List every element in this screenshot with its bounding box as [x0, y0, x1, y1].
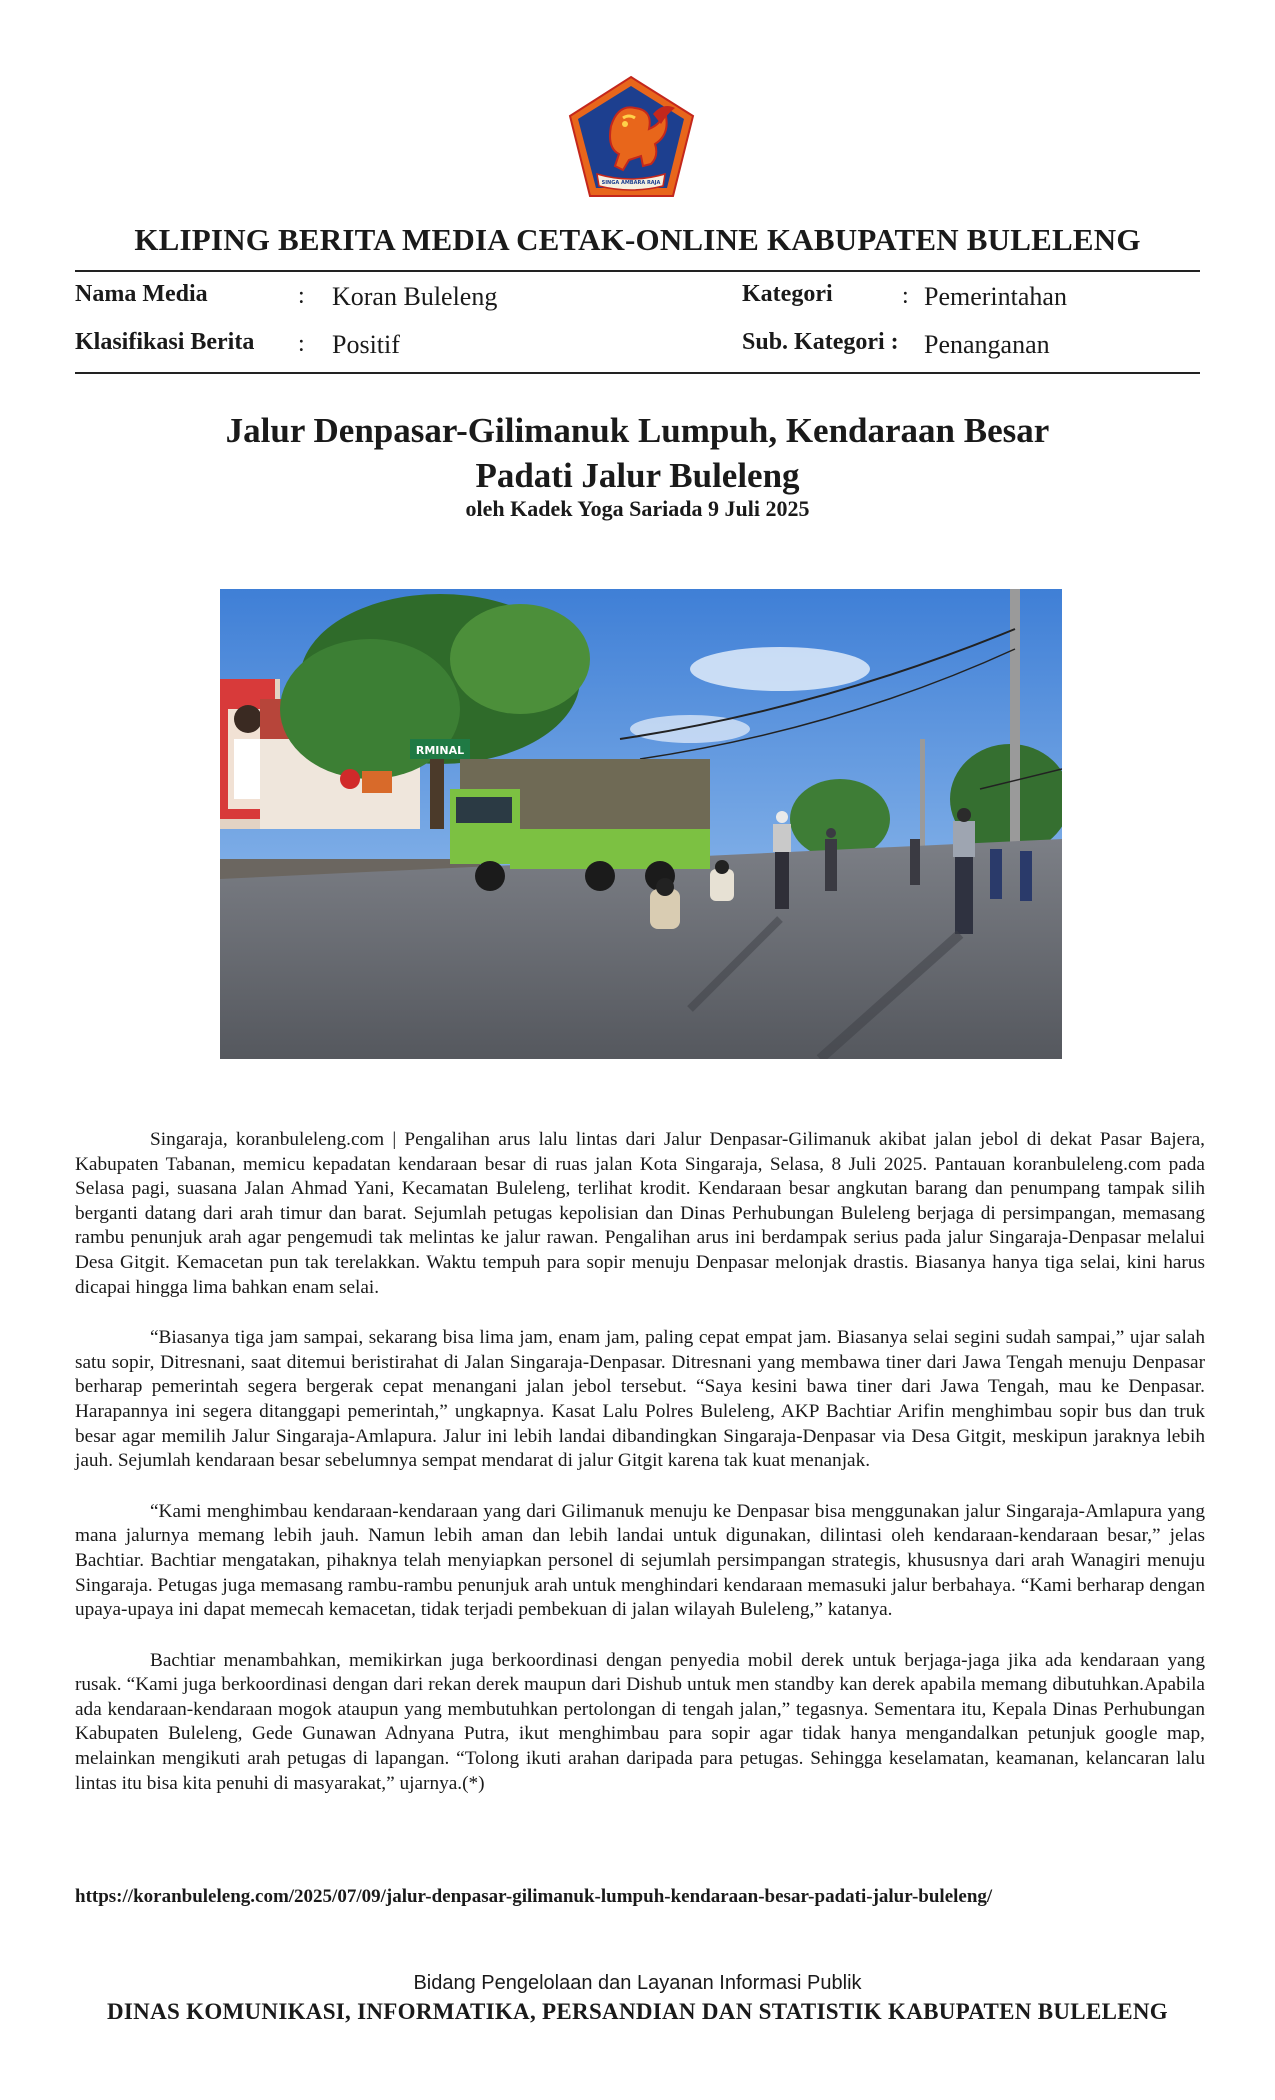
colon: :: [298, 331, 305, 357]
kategori-colon: [902, 281, 909, 311]
media-label: [75, 279, 208, 309]
media-value: Koran Buleleng: [332, 282, 498, 311]
media-colon: [298, 281, 305, 311]
subkategori-value: Penanganan: [924, 330, 1050, 359]
klasifikasi-label-text: Klasifikasi Berita: [75, 329, 255, 355]
footer-department: Bidang Pengelolaan dan Layanan Informasi Publik: [413, 1972, 862, 1994]
article-paragraph-3: “Kami menghimbau kendaraan-kendaraan yang dari Gilimanuk menuju ke Denpasar bisa menggunakan jalur Singaraja-Amlapura yang mana jalurnya memang lebih jauh. Namun lebih aman dan lebih landai untuk digunakan, dilintasi oleh kendaraan-kendaraan besar,” jelas Bachtiar. Bachtiar mengatakan, pihaknya telah menyiapkan personel di sejumlah persimpangan strategis, khususnya dari arah Wanagiri menuju Singaraja. Petugas juga memasang rambu-rambu penunjuk arah untuk menghindari kendaraan memasuki jalur berbahaya. “Kami berharap dengan upaya-upaya ini dapat memecah kemacetan, tidak terjadi pembekuan di jalan wilayah Buleleng,” katanya.: [75, 1500, 1205, 1621]
subkategori-label: [742, 327, 899, 357]
klasifikasi-value: Positif: [332, 330, 400, 359]
top-divider: [75, 270, 1200, 272]
page-title: KLIPING BERITA MEDIA CETAK-ONLINE KABUPATEN BULELENG: [134, 222, 1141, 257]
regency-emblem-logo: [563, 74, 700, 199]
klasifikasi-colon: [298, 329, 305, 359]
klasifikasi-label: [75, 327, 254, 357]
article-title-line2: Padati Jalur Buleleng: [475, 456, 800, 495]
article-paragraph-1: Singaraja, koranbuleleng.com | Pengalihan arus lalu lintas dari Jalur Denpasar-Gilimanuk akibat jalan jebol di dekat Pasar Bajera, Kabupaten Tabanan, memicu kepadatan kendaraan besar di ruas jalan Kota Singaraja, Selasa, 8 Juli 2025. Pantauan koranbuleleng.com pada Selasa pagi, suasana Jalan Ahmad Yani, Kecamatan Buleleng, terlihat krodit. Kendaraan besar angkutan barang dan penumpang tampak silih berganti datang dari arah timur dan barat. Sejumlah petugas kepolisian dan Dinas Perhubungan Buleleng berjaga di persimpangan, memasang rambu penunjuk arah agar pengemudi tak melintas ke jalur rawan. Pengalihan arus ini berdampak serius pada jalur Singaraja-Denpasar melalui Desa Gitgit. Kemacetan pun tak terelakkan. Waktu tempuh para sopir menuju Denpasar melonjak drastis. Biasanya hanya tiga selai, kini harus dicapai hingga lima bahkan enam selai.: [75, 1129, 1205, 1298]
article-body: [75, 1128, 1205, 1822]
colon: :: [902, 283, 909, 309]
footer-agency: DINAS KOMUNIKASI, INFORMATIKA, PERSANDIAN DAN STATISTIK KABUPATEN BULELENG: [107, 1999, 1168, 2024]
article-title-line1: Jalur Denpasar-Gilimanuk Lumpuh, Kendaraan Besar: [225, 411, 1050, 450]
source-link[interactable]: https://koranbuleleng.com/2025/07/09/jalur-denpasar-gilimanuk-lumpuh-kendaraan-besar-padati-jalur-buleleng/: [75, 1886, 993, 1907]
article-byline: oleh Kadek Yoga Sariada 9 Juli 2025: [465, 496, 810, 521]
logo-motto: SINGA AMBARA RAJA: [601, 180, 661, 186]
colon: :: [298, 283, 305, 309]
subkategori-label-text: Sub. Kategori :: [742, 329, 899, 355]
kategori-value: Pemerintahan: [924, 282, 1067, 311]
article-paragraph-2: “Biasanya tiga jam sampai, sekarang bisa lima jam, enam jam, paling cepat empat jam. Biasanya selai segini sudah sampai,” ujar salah satu sopir, Ditresnani, saat ditemui beristirahat di Jalan Singaraja-Denpasar. Ditresnani yang membawa tiner dari Jawa Tengah menuju Denpasar berharap pemerintah segera bergerak cepat menangani jalan jebol tersebut. “Saya kesini bawa tiner dari Jawa Tengah, mau ke Denpasar. Harapannya ini segera ditanggapi pemerintah,” ungkapnya. Kasat Lalu Polres Buleleng, AKP Bachtiar Arifin menghimbau sopir bus dan truk besar agar memilih Jalur Singaraja-Amlapura. Jalur ini lebih landai dibandingkan Singaraja-Denpasar via Desa Gitgit, meskipun jaraknya lebih jauh. Sejumlah kendaraan besar sebelumnya sempat mendarat di jalur Gitgit karena tak kuat menanjak.: [75, 1327, 1205, 1472]
kategori-label-text: Kategori: [742, 281, 833, 307]
article-paragraph-4: Bachtiar menambahkan, memikirkan juga berkoordinasi dengan penyedia mobil derek untuk berjaga-jaga jika ada kendaraan yang rusak. “Kami juga berkoordinasi dengan dari rekan derek maupun dari Dishub untuk men standby kan derek apabila memang dibutuhkan.Apabila ada kendaraan-kendaraan mogok ataupun yang membutuhkan pertolongan di tengah jalan,” tegasnya. Sementara itu, Kepala Dinas Perhubungan Kabupaten Buleleng, Gede Gunawan Adnyana Putra, ikut menghimbau para sopir agar tidak hanya mengandalkan petunjuk google map, melainkan mengikuti arah petugas di lapangan. “Tolong ikuti arahan daripada para petugas. Sehingga keselamatan, keamanan, kelancaran lalu lintas itu bisa kita penuhi di masyarakat,” ujarnya.(*): [75, 1649, 1205, 1794]
article-title: [100, 408, 1175, 498]
photo-street-sign: RMINAL: [415, 744, 465, 757]
media-label-text: Nama Media: [75, 281, 208, 307]
kategori-label: [742, 279, 833, 309]
article-photo: [220, 589, 1062, 1059]
bottom-divider: [75, 372, 1200, 374]
